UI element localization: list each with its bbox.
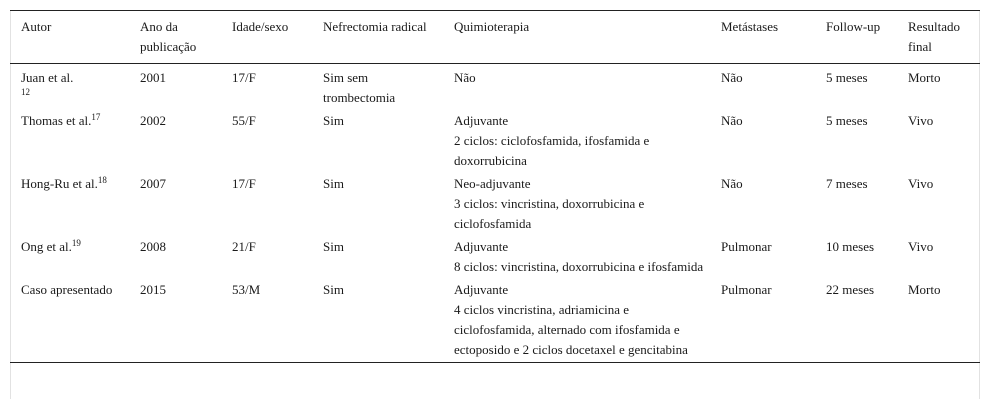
- author-name: Juan et al.: [21, 70, 74, 85]
- cell-metastases: Não: [721, 176, 743, 191]
- cell-resultado: Morto: [908, 282, 941, 297]
- cell-metastases: Pulmonar: [721, 282, 772, 297]
- cell-resultado: Vivo: [908, 113, 934, 128]
- cell-resultado: Vivo: [908, 176, 934, 191]
- reference-number: 18: [97, 175, 107, 185]
- cell-ano: 2008: [140, 239, 166, 254]
- cell-ano: 2001: [140, 70, 166, 85]
- header-idade: Idade/sexo: [232, 19, 289, 34]
- chemo-type: Adjuvante: [454, 282, 509, 297]
- chemo-type: Não: [454, 70, 476, 85]
- cell-quimioterapia: [443, 236, 710, 279]
- table-row: [10, 110, 980, 173]
- cell-followup: 5 meses: [826, 113, 868, 128]
- cell-ano: 2015: [140, 282, 166, 297]
- reference-number: 19: [71, 238, 81, 248]
- cell-nefrectomia: Sim: [323, 282, 344, 297]
- cell-autor: [10, 110, 129, 173]
- case-comparison-table: [10, 10, 980, 363]
- cell-autor: [10, 173, 129, 236]
- cell-idade: 17/F: [232, 176, 256, 191]
- cell-idade: 21/F: [232, 239, 256, 254]
- cell-ano: 2002: [140, 113, 166, 128]
- cell-followup: 5 meses: [826, 70, 868, 85]
- cell-nefrectomia: Sim: [323, 113, 344, 128]
- chemo-type: Adjuvante: [454, 113, 509, 128]
- cell-followup: 10 meses: [826, 239, 875, 254]
- cell-followup: 7 meses: [826, 176, 868, 191]
- cell-quimioterapia: [443, 279, 710, 363]
- header-nefrectomia: Nefrectomia radical: [323, 19, 427, 34]
- header-metastases: Metástases: [721, 19, 779, 34]
- cell-autor: [10, 279, 129, 363]
- cell-nefrectomia: Sim: [323, 239, 344, 254]
- cell-idade: 17/F: [232, 70, 256, 85]
- header-ano: Ano da publicação: [140, 19, 197, 54]
- chemo-regimen: 4 ciclos vincristina, adriamicina e ciclofosfamida, alternado com ifosfamida e ectoposido e 2 ciclos docetaxel e gencitabina: [454, 302, 688, 357]
- chemo-type: Adjuvante: [454, 239, 509, 254]
- cell-ano: 2007: [140, 176, 166, 191]
- chemo-regimen: 2 ciclos: ciclofosfamida, ifosfamida e doxorrubicina: [454, 133, 650, 168]
- cell-metastases: Não: [721, 113, 743, 128]
- header-quimioterapia: Quimioterapia: [454, 19, 530, 34]
- cell-metastases: Pulmonar: [721, 239, 772, 254]
- table-row: [10, 64, 980, 111]
- cell-followup: 22 meses: [826, 282, 875, 297]
- header-autor: Autor: [21, 19, 52, 34]
- cell-nefrectomia: Sim sem trombectomia: [323, 70, 396, 105]
- header-followup: Follow-up: [826, 19, 881, 34]
- cell-quimioterapia: [443, 64, 710, 111]
- author-name: Hong-Ru et al.: [21, 176, 98, 191]
- header-resultado: Resultado final: [908, 19, 960, 54]
- cell-autor: [10, 236, 129, 279]
- cell-autor: [10, 64, 129, 111]
- header-row: [10, 11, 980, 64]
- cell-idade: 55/F: [232, 113, 256, 128]
- cell-quimioterapia: [443, 173, 710, 236]
- chemo-regimen: 3 ciclos: vincristina, doxorrubicina e ciclofosfamida: [454, 196, 645, 231]
- reference-number: 17: [91, 112, 101, 122]
- cell-nefrectomia: Sim: [323, 176, 344, 191]
- chemo-type: Neo-adjuvante: [454, 176, 531, 191]
- reference-number: 12: [21, 87, 30, 97]
- author-name: Thomas et al.: [21, 113, 92, 128]
- table-row: [10, 236, 980, 279]
- cell-resultado: Vivo: [908, 239, 934, 254]
- author-name: Caso apresentado: [21, 282, 113, 297]
- cell-idade: 53/M: [232, 282, 261, 297]
- table-row: [10, 173, 980, 236]
- author-name: Ong et al.: [21, 239, 72, 254]
- cell-quimioterapia: [443, 110, 710, 173]
- table-row: [10, 279, 980, 363]
- cell-resultado: Morto: [908, 70, 941, 85]
- cell-metastases: Não: [721, 70, 743, 85]
- chemo-regimen: 8 ciclos: vincristina, doxorrubicina e ifosfamida: [454, 259, 704, 274]
